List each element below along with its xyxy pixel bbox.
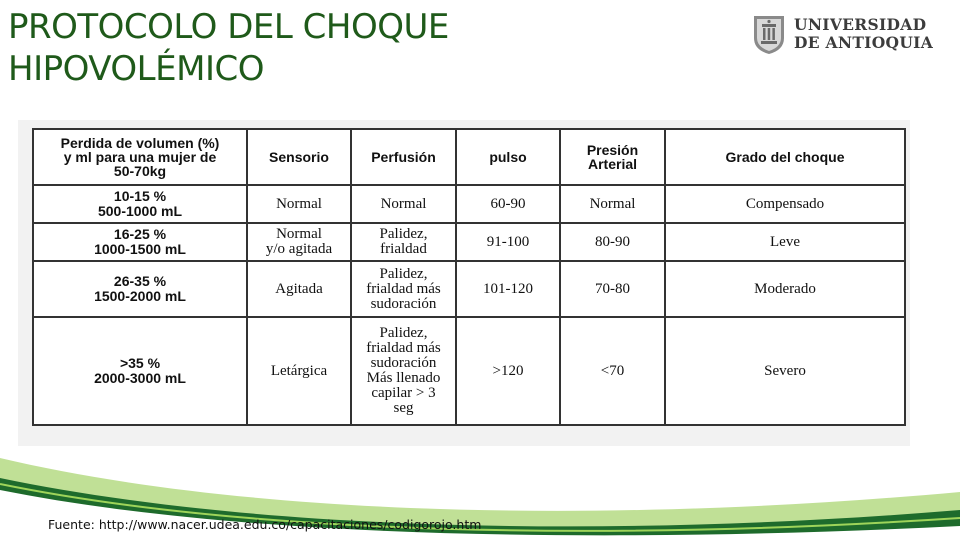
cell-perfusion: Normal: [351, 185, 456, 223]
cell-volume: 16-25 % 1000-1500 mL: [33, 223, 247, 261]
table-row: [33, 317, 905, 425]
header-volume-loss: Perdida de volumen (%) y ml para una mujer de 50-70kg: [33, 129, 247, 185]
table-image-frame: [18, 120, 910, 446]
cell-pulse: 101-120: [456, 261, 560, 317]
logo-line-1: UNIVERSIDAD: [794, 15, 927, 34]
cell-sensorio: Agitada: [247, 261, 351, 317]
cell-perfusion: Palidez, frialdad: [351, 223, 456, 261]
table-row: [33, 223, 905, 261]
cell-volume: 26-35 % 1500-2000 mL: [33, 261, 247, 317]
hypovolemic-shock-table: [32, 128, 906, 426]
cell-pulse: 60-90: [456, 185, 560, 223]
cell-blood-pressure: Normal: [560, 185, 665, 223]
source-citation: Fuente: http://www.nacer.udea.edu.co/capacitaciones/codigorojo.htm: [48, 517, 482, 532]
cell-pulse: 91-100: [456, 223, 560, 261]
cell-shock-grade: Moderado: [665, 261, 905, 317]
cell-pulse: >120: [456, 317, 560, 425]
cell-perfusion: Palidez, frialdad más sudoración Más llenado capilar > 3 seg: [351, 317, 456, 425]
cell-shock-grade: Leve: [665, 223, 905, 261]
cell-volume: 10-15 % 500-1000 mL: [33, 185, 247, 223]
cell-shock-grade: Compensado: [665, 185, 905, 223]
cell-shock-grade: Severo: [665, 317, 905, 425]
table-header-row: [33, 129, 905, 185]
slide-title: PROTOCOLO DEL CHOQUE HIPOVOLÉMICO: [8, 7, 449, 89]
cell-blood-pressure: 80-90: [560, 223, 665, 261]
university-seal-icon: [750, 12, 788, 56]
cell-blood-pressure: <70: [560, 317, 665, 425]
header-blood-pressure: Presión Arterial: [560, 129, 665, 185]
cell-sensorio: Letárgica: [247, 317, 351, 425]
cell-sensorio: Normal y/o agitada: [247, 223, 351, 261]
university-logo: [750, 10, 950, 58]
header-pulse: pulso: [456, 129, 560, 185]
logo-line-2: DE ANTIOQUIA: [794, 33, 934, 52]
cell-blood-pressure: 70-80: [560, 261, 665, 317]
table-row: [33, 261, 905, 317]
cell-perfusion: Palidez, frialdad más sudoración: [351, 261, 456, 317]
table-row: [33, 185, 905, 223]
header-sensorio: Sensorio: [247, 129, 351, 185]
header-shock-grade: Grado del choque: [665, 129, 905, 185]
header-perfusion: Perfusión: [351, 129, 456, 185]
cell-sensorio: Normal: [247, 185, 351, 223]
cell-volume: >35 % 2000-3000 mL: [33, 317, 247, 425]
